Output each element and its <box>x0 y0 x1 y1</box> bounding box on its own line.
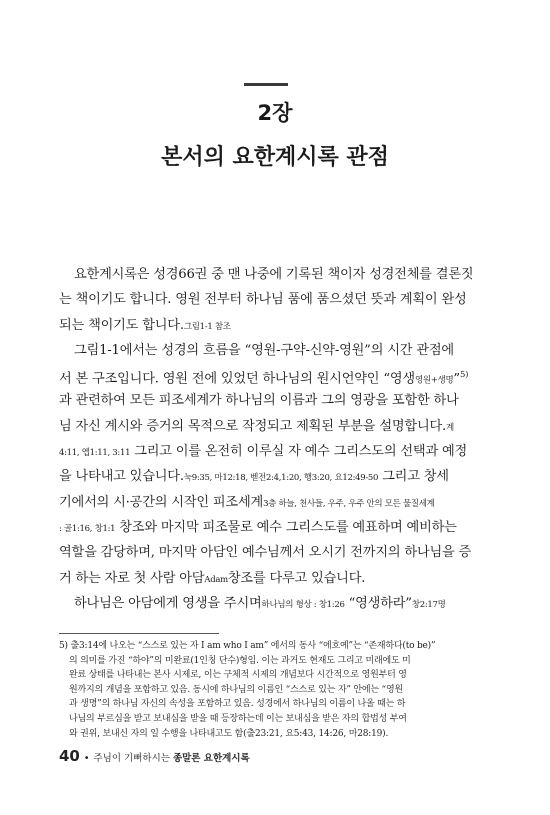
footnote-line: 나님의 부르심을 받고 보내심을 받을 때 등장하는데 이는 보내심을 받은 자의 합법성 부여 <box>69 713 407 724</box>
page-footer <box>59 747 250 765</box>
footnote-line: 과 생명”의 하나님 자신의 속성을 포함하고 있음. 성경에서 하나님의 이름이 나올 때는 하 <box>69 699 406 710</box>
body-text <box>59 262 476 616</box>
verse-reference: 눅9:35, 마12:18, 벧전2:4,1:20, 행3:20, 요12:49-50 <box>183 473 379 484</box>
body-line: 하나님은 아담에게 영생을 주시며하나님의 형상 : 창1:26 “영생하라”창2:17명 <box>74 595 446 611</box>
body-line: 님 자신 계시와 증거의 목적으로 작정되고 제획된 부분을 설명합니다.계 <box>59 418 454 434</box>
verse-reference: : 골1:16, 창1:1 <box>59 523 116 534</box>
body-line: 4:11, 엡1:11, 3:11 그리고 이를 온전히 이루실 자 예수 그리스도의 선택과 예정 <box>59 444 468 460</box>
bullet-separator: • <box>83 753 90 764</box>
footnote <box>59 639 489 741</box>
body-line: 거 하는 자로 첫 사람 아담Adam창조를 다루고 있습니다. <box>59 570 366 586</box>
body-line: 과 관련하여 모든 피조세계가 하나님의 이름과 그의 영광을 포함한 하나 <box>59 393 459 409</box>
book-subtitle: 주님이 기뻐하시는 <box>93 753 170 764</box>
body-line: : 골1:16, 창1:1 창조와 마지막 피조물로 예수 그리스도를 예표하며 예비하는 <box>59 519 457 535</box>
chapter-title: 본서의 요한계시록 관점 <box>161 145 389 170</box>
body-line: 기에서의 시·공간의 시작인 피조세계3층 하늘, 천사들, 우주, 우주 안의 모든 물질세계 <box>59 494 435 510</box>
figure-reference: 그림1-1 참조 <box>183 321 231 332</box>
chapter-number: 2장 <box>257 101 293 125</box>
body-line: 그림1-1에서는 성경의 흐름을 “영원-구약-신약-영원”의 시간 관점에 <box>74 342 454 358</box>
body-line: 서 본 구조입니다. 영원 전에 있었던 하나님의 원시언약인 “영생영원+생명”$^{5)}$ <box>59 370 469 387</box>
body-line: 요한계시록은 성경66권 중 맨 나중에 기록된 책이자 성경전체를 결론짓 <box>74 267 474 282</box>
footnote-line: 5) 출3:14에 나오는 “스스로 있는 자 I am who I am” 에서의 동사 “에흐예”는 “존재하다(to be)” <box>59 641 436 651</box>
body-line: 되는 책이기도 합니다.그림1-1 참조 <box>59 317 231 333</box>
footnote-line: 의 의미를 가진 “하야”의 미완료(1인칭 단수)형임. 이는 과거도 현재도 그리고 미래에도 미 <box>69 655 411 666</box>
book-title: 종말론 요한계시록 <box>172 753 250 764</box>
chapter-rule <box>244 83 288 86</box>
footnote-divider <box>59 633 219 634</box>
footnote-line: 와 권위, 보내신 자의 일 수행을 나타내고도 함(출23:21, 요5:43, 14:26, 마28:19). <box>69 728 389 739</box>
body-line: 역할을 감당하며, 마지막 아담인 예수님께서 오시기 전까지의 하나님을 증 <box>59 545 472 561</box>
footnote-line: 원까지의 개념을 포함하고 있음. 동시에 하나님의 이름인 “스스로 있는 자” 안에는 “영원 <box>69 684 403 695</box>
page-number: 40 <box>59 747 80 765</box>
footnote-marker: 5) <box>459 370 469 381</box>
body-line: 을 나타내고 있습니다.눅9:35, 마12:18, 벧전2:4,1:20, 행3:20, 요12:49-50 그리고 창세 <box>59 469 449 485</box>
body-line: 는 책이기도 합니다. 영원 전부터 하나님 품에 품으셨던 뜻과 계획이 완성 <box>59 292 467 308</box>
verse-reference: 4:11, 엡1:11, 3:11 <box>59 448 131 459</box>
footnote-line: 완료 상태를 나타내는 본사 시제로, 이는 구체적 시제의 개념보다 시간적으로 영원부터 영 <box>69 670 407 681</box>
